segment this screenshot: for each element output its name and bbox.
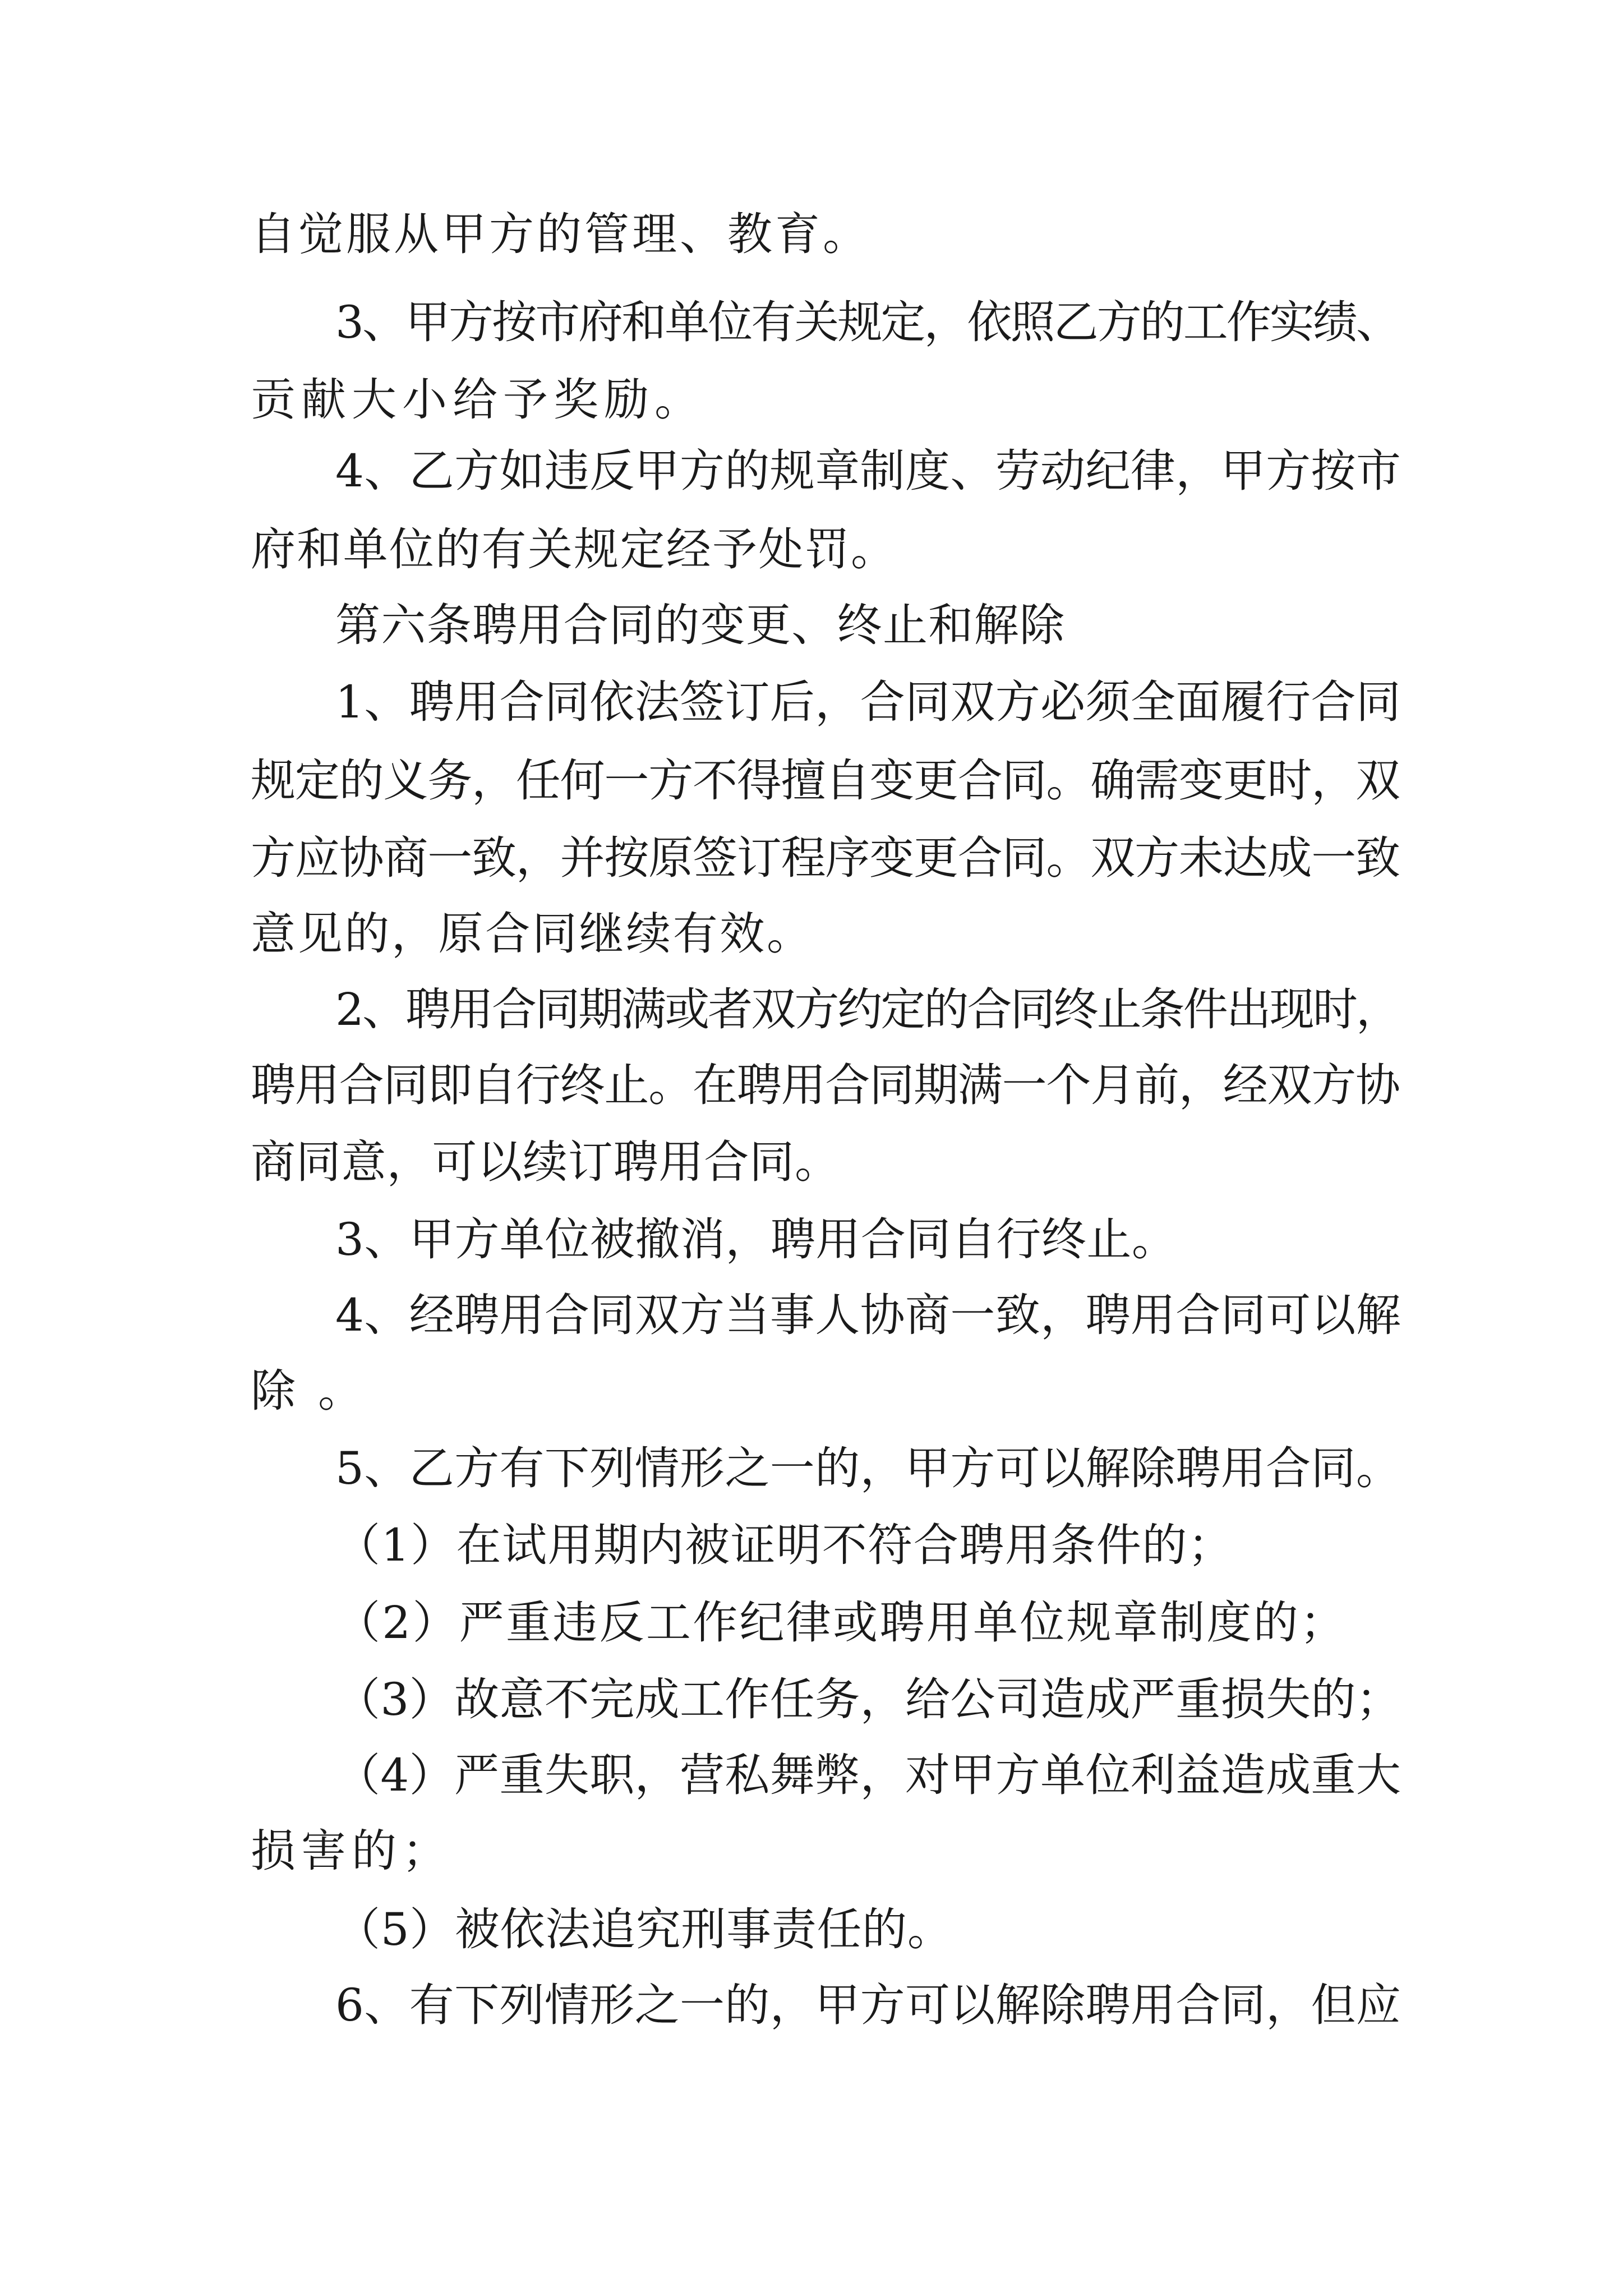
text-line: 除。 [251,1365,385,1417]
text-line: 意见的，原合同继续有效。 [251,908,814,960]
text-line: 6、有下列情形之一的，甲方可以解除聘用合同，但应 [335,1979,1401,2031]
text-line: 2、聘用合同期满或者双方约定的合同终止条件出现时， [335,983,1399,1036]
text-line: （2）严重违反工作纪律或聘用单位规章制度的； [335,1596,1347,1649]
text-line: 3、甲方按市府和单位有关规定，依照乙方的工作实绩、 [335,296,1399,348]
text-line: 1、聘用合同依法签订后，合同双方必须全面履行合同 [335,676,1401,728]
text-line: （1）在试用期内被证明不符合聘用条件的； [335,1519,1234,1571]
text-line: 损害的； [251,1825,453,1877]
text-line: （4）严重失职，营私舞弊，对甲方单位利益造成重大 [335,1749,1401,1801]
text-line: 3、甲方单位被撤消，聘用合同自行终止。 [335,1213,1177,1266]
text-line: 规定的义务，任何一方不得擅自变更合同。确需变更时，双 [251,754,1400,807]
section-heading: 第六条聘用合同的变更、终止和解除 [335,599,1066,651]
text-line: 方应协商一致，并按原签订程序变更合同。双方未达成一致 [251,832,1400,884]
text-line: 府和单位的有关规定经予处罚。 [251,523,897,576]
text-line: 商同意，可以续订聘用合同。 [251,1136,840,1188]
text-line: 4、经聘用合同双方当事人协商一致，聘用合同可以解 [335,1289,1401,1341]
text-line: 5、乙方有下列情形之一的，甲方可以解除聘用合同。 [335,1442,1401,1494]
text-line: 聘用合同即自行终止。在聘用合同期满一个月前，经双方协 [251,1059,1400,1111]
text-line: （3）故意不完成工作任务，给公司造成严重损失的； [335,1673,1401,1726]
text-line: 4、乙方如违反甲方的规章制度、劳动纪律，甲方按市 [335,445,1401,497]
text-line: 自觉服从甲方的管理、教育。 [251,208,870,260]
text-line: （5）被依法追究刑事责任的。 [335,1903,953,1955]
text-line: 贡献大小给予奖励。 [251,374,705,426]
